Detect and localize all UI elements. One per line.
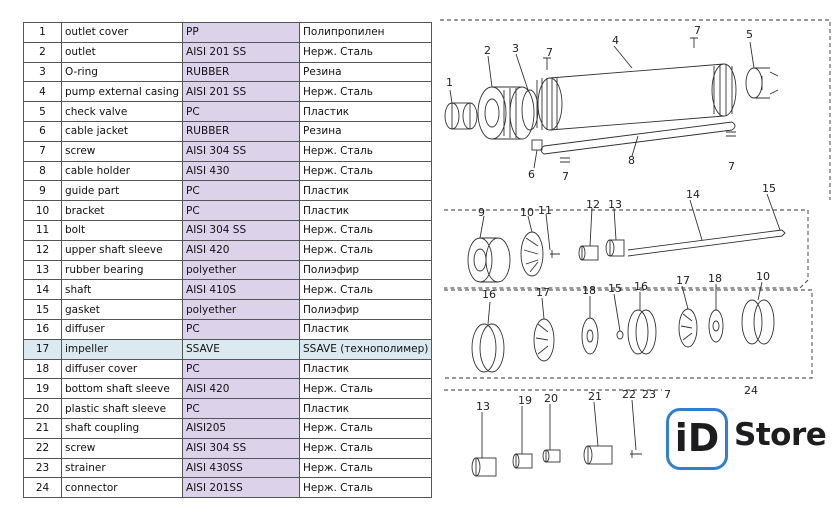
part-name-cell: gasket (62, 300, 183, 320)
part-number-cell: 19 (24, 379, 62, 399)
rubber-bearing-part (606, 240, 624, 256)
table-row (24, 82, 432, 102)
part-material-ru-cell: Полипропилен (300, 23, 432, 43)
part-number-cell: 10 (24, 201, 62, 221)
part-material-ru-cell: Полиэфир (300, 260, 432, 280)
part-number-cell: 16 (24, 319, 62, 339)
part-number-cell: 15 (24, 300, 62, 320)
part-material-cell: PC (183, 181, 300, 201)
table-row (24, 280, 432, 300)
table-row (24, 478, 432, 498)
part-name-cell: cable jacket (62, 121, 183, 141)
part-material-ru-cell: Пластик (300, 201, 432, 221)
part-name-cell: bolt (62, 220, 183, 240)
callout-label: 3 (512, 42, 519, 55)
part-name-cell: check valve (62, 102, 183, 122)
table-row (24, 220, 432, 240)
callout-label: 10 (756, 270, 770, 283)
part-material-ru-cell: Нерж. Сталь (300, 438, 432, 458)
callout-label: 17 (536, 286, 550, 299)
table-row (24, 260, 432, 280)
callout-label: 7 (728, 160, 735, 173)
table-row (24, 359, 432, 379)
part-number-cell: 7 (24, 141, 62, 161)
part-material-ru-cell: Пластик (300, 181, 432, 201)
callout-label: 13 (476, 400, 490, 413)
rubber-bearing-lower-part (472, 458, 496, 476)
table-row (24, 418, 432, 438)
part-material-ru-cell: Нерж. Сталь (300, 141, 432, 161)
stage-diffuser-1 (472, 324, 504, 372)
part-material-ru-cell: Нерж. Сталь (300, 82, 432, 102)
stage-impeller-2 (679, 309, 697, 347)
callout-label: 2 (484, 44, 491, 57)
part-material-cell: PC (183, 102, 300, 122)
table-row (24, 240, 432, 260)
callout-label: 21 (588, 390, 602, 403)
part-number-cell: 11 (24, 220, 62, 240)
part-name-cell: bottom shaft sleeve (62, 379, 183, 399)
callout-label: 18 (708, 272, 722, 285)
stage-diffuser-cover-1 (582, 318, 598, 354)
part-material-cell: polyether (183, 300, 300, 320)
callout-label: 6 (528, 168, 535, 181)
table-row (24, 438, 432, 458)
part-number-cell: 20 (24, 399, 62, 419)
part-number-cell: 8 (24, 161, 62, 181)
part-number-cell: 12 (24, 240, 62, 260)
part-number-cell: 3 (24, 62, 62, 82)
stage-bracket (742, 300, 774, 344)
part-name-cell: cable holder (62, 161, 183, 181)
callout-label: 8 (628, 154, 635, 167)
bolt-part (550, 250, 560, 258)
part-number-cell: 9 (24, 181, 62, 201)
callout-label: 18 (582, 284, 596, 297)
callout-label: 1 (446, 76, 453, 89)
screw-lower-part (630, 450, 642, 458)
part-material-ru-cell: Полиэфир (300, 300, 432, 320)
part-number-cell: 14 (24, 280, 62, 300)
part-number-cell: 1 (24, 23, 62, 43)
part-material-cell: AISI 304 SS (183, 438, 300, 458)
part-material-ru-cell: Нерж. Сталь (300, 42, 432, 62)
part-material-cell: AISI 430 (183, 161, 300, 181)
callout-label: 20 (544, 392, 558, 405)
part-number-cell: 6 (24, 121, 62, 141)
part-name-cell: upper shaft sleeve (62, 240, 183, 260)
part-number-cell: 22 (24, 438, 62, 458)
callout-label: 10 (520, 206, 534, 219)
parts-table-body (24, 23, 432, 498)
table-row (24, 161, 432, 181)
part-name-cell: guide part (62, 181, 183, 201)
part-material-cell: AISI205 (183, 418, 300, 438)
stage-impeller-1 (534, 319, 554, 361)
part-material-ru-cell: Нерж. Сталь (300, 478, 432, 498)
callout-label: 16 (634, 280, 648, 293)
callout-label: 5 (746, 28, 753, 41)
callout-label: 15 (762, 182, 776, 195)
upper-shaft-sleeve-part (579, 246, 598, 260)
part-material-cell: PC (183, 319, 300, 339)
part-name-cell: screw (62, 141, 183, 161)
table-row (24, 319, 432, 339)
table-row (24, 42, 432, 62)
table-row (24, 399, 432, 419)
part-name-cell: rubber bearing (62, 260, 183, 280)
table-row (24, 121, 432, 141)
part-material-ru-cell: Резина (300, 62, 432, 82)
table-row (24, 181, 432, 201)
cable-jacket-part (532, 140, 542, 150)
callout-label: 11 (538, 204, 552, 217)
part-number-cell: 5 (24, 102, 62, 122)
screws-part (543, 38, 736, 162)
part-material-ru-cell: Нерж. Сталь (300, 161, 432, 181)
part-name-cell: outlet (62, 42, 183, 62)
part-name-cell: O-ring (62, 62, 183, 82)
part-number-cell: 13 (24, 260, 62, 280)
part-material-ru-cell: Пластик (300, 399, 432, 419)
callout-label: 12 (586, 198, 600, 211)
part-name-cell: connector (62, 478, 183, 498)
part-name-cell: pump external casing (62, 82, 183, 102)
section-frame-2 (444, 210, 808, 288)
part-name-cell: shaft (62, 280, 183, 300)
callout-label: 19 (518, 394, 532, 407)
shaft-part (628, 230, 785, 256)
part-name-cell: strainer (62, 458, 183, 478)
part-number-cell: 21 (24, 418, 62, 438)
part-number-cell: 17 (24, 339, 62, 359)
callout-label: 23 (642, 388, 656, 401)
callout-label: 15 (608, 282, 622, 295)
table-row (24, 23, 432, 43)
plastic-shaft-sleeve-part (543, 450, 560, 462)
part-material-cell: PP (183, 23, 300, 43)
callout-label: 22 (622, 388, 636, 401)
part-material-cell: AISI 201 SS (183, 82, 300, 102)
part-number-cell: 18 (24, 359, 62, 379)
logo-mark: iD (666, 408, 728, 470)
callout-label: 7 (546, 46, 553, 59)
part-material-ru-cell: Нерж. Сталь (300, 220, 432, 240)
o-ring-part (522, 90, 538, 130)
part-material-cell: AISI 201 SS (183, 42, 300, 62)
part-material-ru-cell: SSAVE (технополимер) (300, 339, 432, 359)
part-material-cell: PC (183, 359, 300, 379)
callout-label: 4 (612, 34, 619, 47)
table-row (24, 379, 432, 399)
table-row (24, 201, 432, 221)
table-row (24, 62, 432, 82)
part-material-cell: RUBBER (183, 121, 300, 141)
part-material-ru-cell: Нерж. Сталь (300, 240, 432, 260)
part-material-cell: RUBBER (183, 62, 300, 82)
table-row (24, 141, 432, 161)
outlet-cover-part (445, 103, 477, 129)
part-material-ru-cell: Нерж. Сталь (300, 418, 432, 438)
check-valve-part (746, 68, 778, 98)
part-material-cell: PC (183, 399, 300, 419)
part-name-cell: diffuser (62, 319, 183, 339)
part-name-cell: bracket (62, 201, 183, 221)
part-material-ru-cell: Пластик (300, 359, 432, 379)
table-row (24, 102, 432, 122)
part-number-cell: 24 (24, 478, 62, 498)
part-material-cell: AISI 420 (183, 379, 300, 399)
part-name-cell: plastic shaft sleeve (62, 399, 183, 419)
callout-label: 24 (744, 384, 758, 397)
part-number-cell: 23 (24, 458, 62, 478)
part-name-cell: diffuser cover (62, 359, 183, 379)
pump-casing-part (537, 64, 736, 130)
bottom-shaft-sleeve-part (513, 454, 532, 468)
part-material-cell: AISI 304 SS (183, 220, 300, 240)
part-material-cell: AISI 304 SS (183, 141, 300, 161)
part-material-cell: AISI 410S (183, 280, 300, 300)
part-number-cell: 4 (24, 82, 62, 102)
shaft-coupling-part (584, 446, 612, 464)
cable-holder-part (541, 122, 735, 154)
parts-table (23, 22, 432, 498)
part-name-cell: outlet cover (62, 23, 183, 43)
part-name-cell: screw (62, 438, 183, 458)
part-material-ru-cell: Пластик (300, 319, 432, 339)
callout-label: 13 (608, 198, 622, 211)
part-material-cell: AISI 420 (183, 240, 300, 260)
part-material-cell: AISI 201SS (183, 478, 300, 498)
part-material-cell: polyether (183, 260, 300, 280)
part-material-cell: AISI 430SS (183, 458, 300, 478)
callout-label: 16 (482, 288, 496, 301)
callout-label: 7 (562, 170, 569, 183)
part-name-cell: impeller (62, 339, 183, 359)
table-row (24, 458, 432, 478)
part-material-ru-cell: Нерж. Сталь (300, 379, 432, 399)
part-material-ru-cell: Нерж. Сталь (300, 280, 432, 300)
table-row (24, 339, 432, 359)
callout-label: 17 (676, 274, 690, 287)
part-material-cell: PC (183, 201, 300, 221)
stage-diffuser-2 (628, 310, 656, 354)
callout-label: 7 (664, 388, 671, 401)
part-name-cell: shaft coupling (62, 418, 183, 438)
idstore-logo (666, 408, 830, 474)
part-material-ru-cell: Пластик (300, 102, 432, 122)
stage-gasket (617, 331, 623, 339)
callout-label: 14 (686, 188, 700, 201)
stage-diffuser-cover-2 (709, 310, 723, 342)
part-material-ru-cell: Нерж. Сталь (300, 458, 432, 478)
callout-label: 9 (478, 206, 485, 219)
part-number-cell: 2 (24, 42, 62, 62)
table-row (24, 300, 432, 320)
outlet-part (478, 87, 534, 139)
callout-label: 7 (694, 24, 701, 37)
logo-wordmark: Store (734, 417, 827, 453)
guide-part-part (468, 238, 510, 282)
part-material-cell: SSAVE (183, 339, 300, 359)
part-material-ru-cell: Резина (300, 121, 432, 141)
bracket-part (521, 232, 543, 276)
